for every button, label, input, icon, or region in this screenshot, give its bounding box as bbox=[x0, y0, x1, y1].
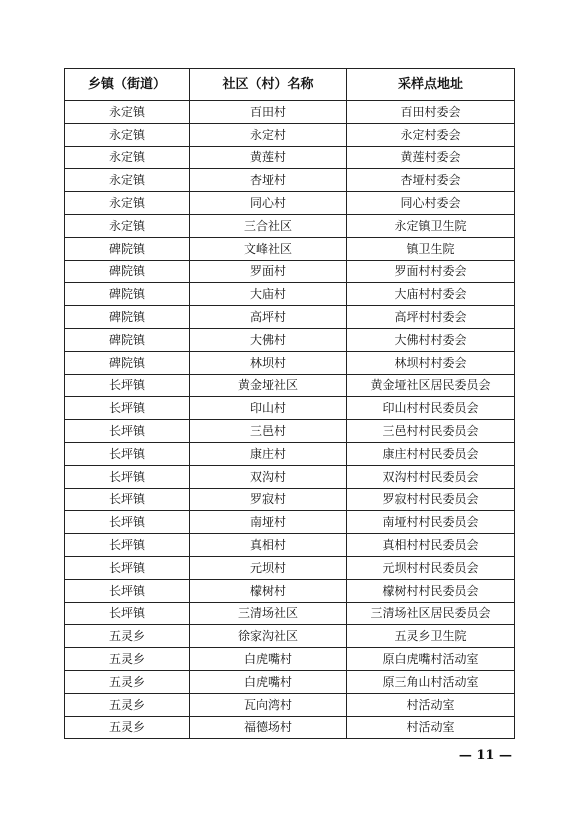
cell-sampling-address: 原白虎嘴村活动室 bbox=[347, 648, 515, 671]
cell-sampling-address: 三邑村村民委员会 bbox=[347, 420, 515, 443]
cell-sampling-address: 镇卫生院 bbox=[347, 237, 515, 260]
table-row bbox=[65, 670, 515, 693]
cell-township: 长坪镇 bbox=[65, 488, 190, 511]
cell-township: 五灵乡 bbox=[65, 716, 190, 739]
cell-community-name: 福德场村 bbox=[190, 716, 347, 739]
cell-community-name: 印山村 bbox=[190, 397, 347, 420]
cell-township: 五灵乡 bbox=[65, 693, 190, 716]
table-body bbox=[65, 101, 515, 739]
cell-community-name: 元坝村 bbox=[190, 556, 347, 579]
cell-township: 长坪镇 bbox=[65, 602, 190, 625]
table-row bbox=[65, 648, 515, 671]
table-row bbox=[65, 306, 515, 329]
cell-township: 碑院镇 bbox=[65, 260, 190, 283]
table-row bbox=[65, 511, 515, 534]
cell-sampling-address: 黄莲村委会 bbox=[347, 146, 515, 169]
table-row bbox=[65, 146, 515, 169]
cell-community-name: 南垭村 bbox=[190, 511, 347, 534]
cell-community-name: 杏垭村 bbox=[190, 169, 347, 192]
cell-sampling-address: 康庄村村民委员会 bbox=[347, 442, 515, 465]
cell-community-name: 黄金垭社区 bbox=[190, 374, 347, 397]
table-row bbox=[65, 625, 515, 648]
cell-township: 五灵乡 bbox=[65, 648, 190, 671]
cell-township: 碑院镇 bbox=[65, 328, 190, 351]
cell-sampling-address: 印山村村民委员会 bbox=[347, 397, 515, 420]
table-row bbox=[65, 556, 515, 579]
cell-sampling-address: 罗面村村委会 bbox=[347, 260, 515, 283]
cell-township: 永定镇 bbox=[65, 214, 190, 237]
cell-township: 永定镇 bbox=[65, 123, 190, 146]
cell-sampling-address: 杏垭村委会 bbox=[347, 169, 515, 192]
cell-sampling-address: 永定村委会 bbox=[347, 123, 515, 146]
cell-community-name: 同心村 bbox=[190, 192, 347, 215]
cell-sampling-address: 南垭村村民委员会 bbox=[347, 511, 515, 534]
table-row bbox=[65, 693, 515, 716]
table-row bbox=[65, 442, 515, 465]
cell-sampling-address: 檬树村村民委员会 bbox=[347, 579, 515, 602]
table-row bbox=[65, 374, 515, 397]
cell-community-name: 徐家沟社区 bbox=[190, 625, 347, 648]
cell-community-name: 永定村 bbox=[190, 123, 347, 146]
cell-sampling-address: 黄金垭社区居民委员会 bbox=[347, 374, 515, 397]
header-sampling-address: 采样点地址 bbox=[347, 69, 515, 101]
cell-sampling-address: 大佛村村委会 bbox=[347, 328, 515, 351]
table-row bbox=[65, 397, 515, 420]
cell-sampling-address: 百田村委会 bbox=[347, 101, 515, 124]
table-row bbox=[65, 214, 515, 237]
cell-community-name: 罗面村 bbox=[190, 260, 347, 283]
table-row bbox=[65, 351, 515, 374]
cell-community-name: 三清场社区 bbox=[190, 602, 347, 625]
cell-township: 五灵乡 bbox=[65, 625, 190, 648]
cell-sampling-address: 林坝村村委会 bbox=[347, 351, 515, 374]
cell-community-name: 百田村 bbox=[190, 101, 347, 124]
cell-township: 长坪镇 bbox=[65, 534, 190, 557]
cell-community-name: 白虎嘴村 bbox=[190, 648, 347, 671]
table-row bbox=[65, 488, 515, 511]
table-row bbox=[65, 579, 515, 602]
cell-community-name: 文峰社区 bbox=[190, 237, 347, 260]
cell-township: 碑院镇 bbox=[65, 237, 190, 260]
cell-sampling-address: 高坪村村委会 bbox=[347, 306, 515, 329]
cell-community-name: 高坪村 bbox=[190, 306, 347, 329]
cell-community-name: 白虎嘴村 bbox=[190, 670, 347, 693]
header-township: 乡镇（街道） bbox=[65, 69, 190, 101]
cell-community-name: 罗寂村 bbox=[190, 488, 347, 511]
table-row bbox=[65, 101, 515, 124]
cell-sampling-address: 元坝村村民委员会 bbox=[347, 556, 515, 579]
cell-township: 永定镇 bbox=[65, 192, 190, 215]
cell-community-name: 林坝村 bbox=[190, 351, 347, 374]
cell-township: 碑院镇 bbox=[65, 283, 190, 306]
cell-township: 长坪镇 bbox=[65, 420, 190, 443]
cell-township: 碑院镇 bbox=[65, 351, 190, 374]
cell-community-name: 真相村 bbox=[190, 534, 347, 557]
sampling-sites-table bbox=[64, 68, 515, 739]
table-row bbox=[65, 192, 515, 215]
cell-sampling-address: 永定镇卫生院 bbox=[347, 214, 515, 237]
cell-community-name: 檬树村 bbox=[190, 579, 347, 602]
cell-community-name: 大庙村 bbox=[190, 283, 347, 306]
cell-township: 永定镇 bbox=[65, 169, 190, 192]
cell-sampling-address: 村活动室 bbox=[347, 716, 515, 739]
cell-sampling-address: 罗寂村村民委员会 bbox=[347, 488, 515, 511]
table-row bbox=[65, 328, 515, 351]
table-row bbox=[65, 237, 515, 260]
cell-township: 长坪镇 bbox=[65, 465, 190, 488]
cell-community-name: 黄莲村 bbox=[190, 146, 347, 169]
cell-sampling-address: 三清场社区居民委员会 bbox=[347, 602, 515, 625]
cell-sampling-address: 村活动室 bbox=[347, 693, 515, 716]
cell-community-name: 三合社区 bbox=[190, 214, 347, 237]
table-row bbox=[65, 283, 515, 306]
cell-township: 长坪镇 bbox=[65, 442, 190, 465]
cell-community-name: 康庄村 bbox=[190, 442, 347, 465]
cell-township: 五灵乡 bbox=[65, 670, 190, 693]
cell-community-name: 三邑村 bbox=[190, 420, 347, 443]
table-row bbox=[65, 123, 515, 146]
cell-township: 长坪镇 bbox=[65, 374, 190, 397]
table-row bbox=[65, 534, 515, 557]
table-row bbox=[65, 602, 515, 625]
cell-sampling-address: 真相村村民委员会 bbox=[347, 534, 515, 557]
cell-township: 长坪镇 bbox=[65, 579, 190, 602]
cell-sampling-address: 双沟村村民委员会 bbox=[347, 465, 515, 488]
table-row bbox=[65, 169, 515, 192]
cell-community-name: 双沟村 bbox=[190, 465, 347, 488]
cell-community-name: 大佛村 bbox=[190, 328, 347, 351]
cell-sampling-address: 大庙村村委会 bbox=[347, 283, 515, 306]
cell-community-name: 瓦向湾村 bbox=[190, 693, 347, 716]
cell-township: 长坪镇 bbox=[65, 511, 190, 534]
table-row bbox=[65, 465, 515, 488]
cell-township: 碑院镇 bbox=[65, 306, 190, 329]
cell-township: 长坪镇 bbox=[65, 556, 190, 579]
table-row bbox=[65, 420, 515, 443]
table-row bbox=[65, 260, 515, 283]
page-number: — 11 — bbox=[458, 748, 512, 763]
table-header-row bbox=[65, 69, 515, 101]
cell-sampling-address: 五灵乡卫生院 bbox=[347, 625, 515, 648]
cell-township: 长坪镇 bbox=[65, 397, 190, 420]
cell-township: 永定镇 bbox=[65, 101, 190, 124]
cell-sampling-address: 同心村委会 bbox=[347, 192, 515, 215]
header-community-name: 社区（村）名称 bbox=[190, 69, 347, 101]
cell-township: 永定镇 bbox=[65, 146, 190, 169]
cell-sampling-address: 原三角山村活动室 bbox=[347, 670, 515, 693]
table-row bbox=[65, 716, 515, 739]
